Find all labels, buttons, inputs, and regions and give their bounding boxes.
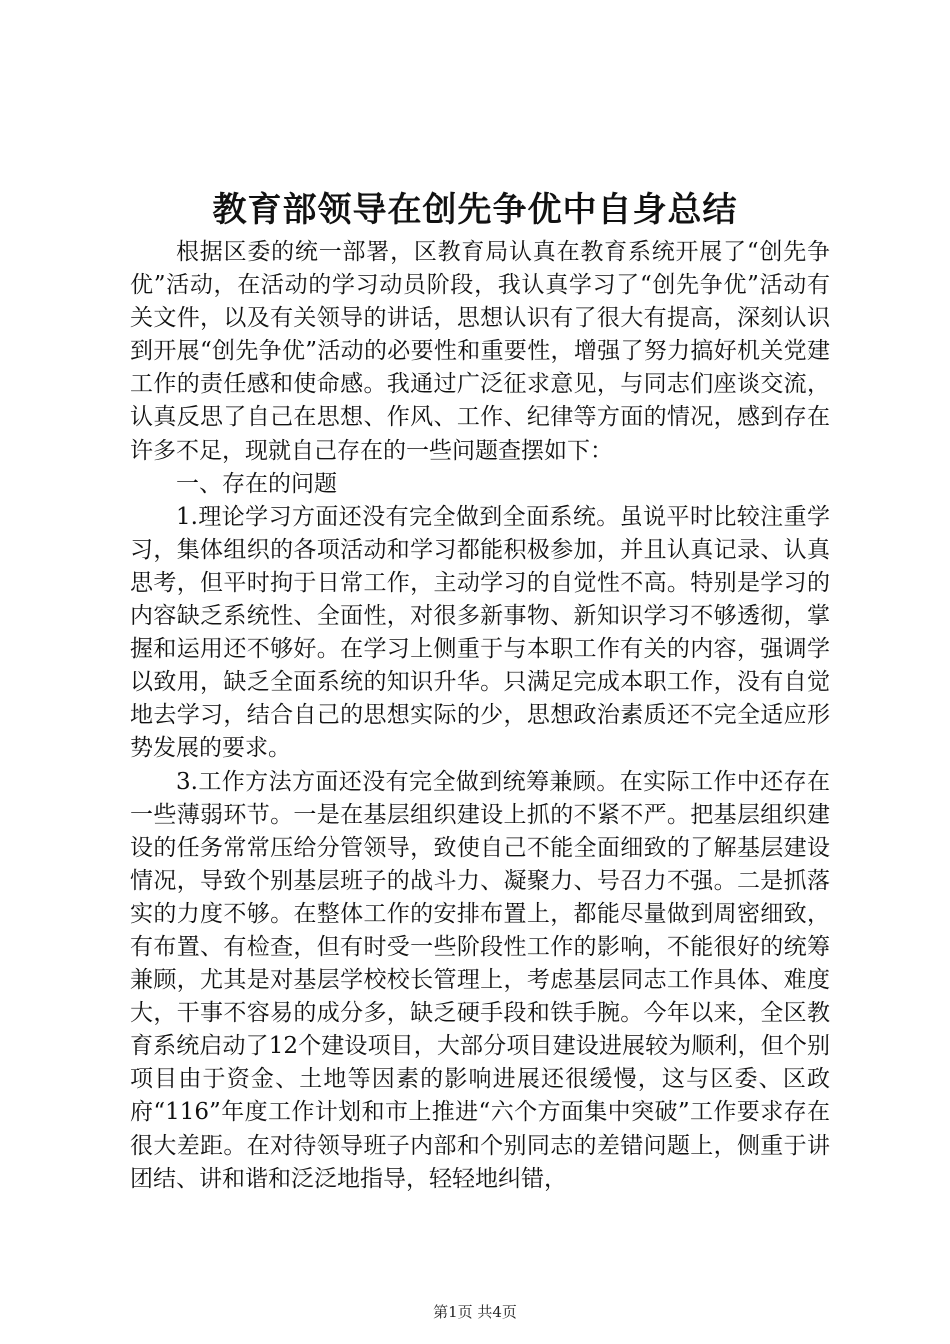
document-body	[130, 236, 830, 1196]
paragraph-intro: 根据区委的统一部署，区教育局认真在教育系统开展了“创先争优”活动，在活动的学习动员阶段，我认真学习了“创先争优”活动有关文件，以及有关领导的讲话，思想认识有了很大有提高，深刻认识到开展“创先争优”活动的必要性和重要性，增强了努力搞好机关党建工作的责任感和使命感。我通过广泛征求意见，与同志们座谈交流，认真反思了自己在思想、作风、工作、纪律等方面的情况，感到存在许多不足，现就自己存在的一些问题查摆如下：	[130, 239, 830, 464]
page-footer: 第1页 共4页	[433, 1303, 517, 1321]
section-heading: 一、存在的问题	[176, 470, 337, 497]
document-title: 教育部领导在创先争优中自身总结	[212, 190, 738, 230]
paragraph-work-method: 3.工作方法方面还没有完全做到统筹兼顾。在实际工作中还存在一些薄弱环节。一是在基层组织建设上抓的不紧不严。把基层组织建设的任务常常压给分管领导，致使自己不能全面细致的了解基层建设情况，导致个别基层班子的战斗力、凝聚力、号召力不强。二是抓落实的力度不够。在整体工作的安排布置上，都能尽量做到周密细致，有布置、有检查，但有时受一些阶段性工作的影响，不能很好的统筹兼顾，尤其是对基层学校校长管理上，考虑基层同志工作具体、难度大，干事不容易的成分多，缺乏硬手段和铁手腕。今年以来，全区教育系统启动了12个建设项目，大部分项目建设进展较为顺利，但个别项目由于资金、土地等因素的影响进展还很缓慢，这与区委、区政府“116”年度工作计划和市上推进“六个方面集中突破”工作要求存在很大差距。在对待领导班子内部和个别同志的差错问题上，侧重于讲团结、讲和谐和泛泛地指导，轻轻地纠错，	[130, 768, 830, 1192]
paragraph-theory-study: 1.理论学习方面还没有完全做到全面系统。虽说平时比较注重学习，集体组织的各项活动和学习都能积极参加，并且认真记录、认真思考，但平时拘于日常工作，主动学习的自觉性不高。特别是学习的内容缺乏系统性、全面性，对很多新事物、新知识学习不够透彻，掌握和运用还不够好。在学习上侧重于与本职工作有关的内容，强调学以致用，缺乏全面系统的知识升华。只满足完成本职工作，没有自觉地去学习，结合自己的思想实际的少，思想政治素质还不完全适应形势发展的要求。	[130, 503, 830, 762]
